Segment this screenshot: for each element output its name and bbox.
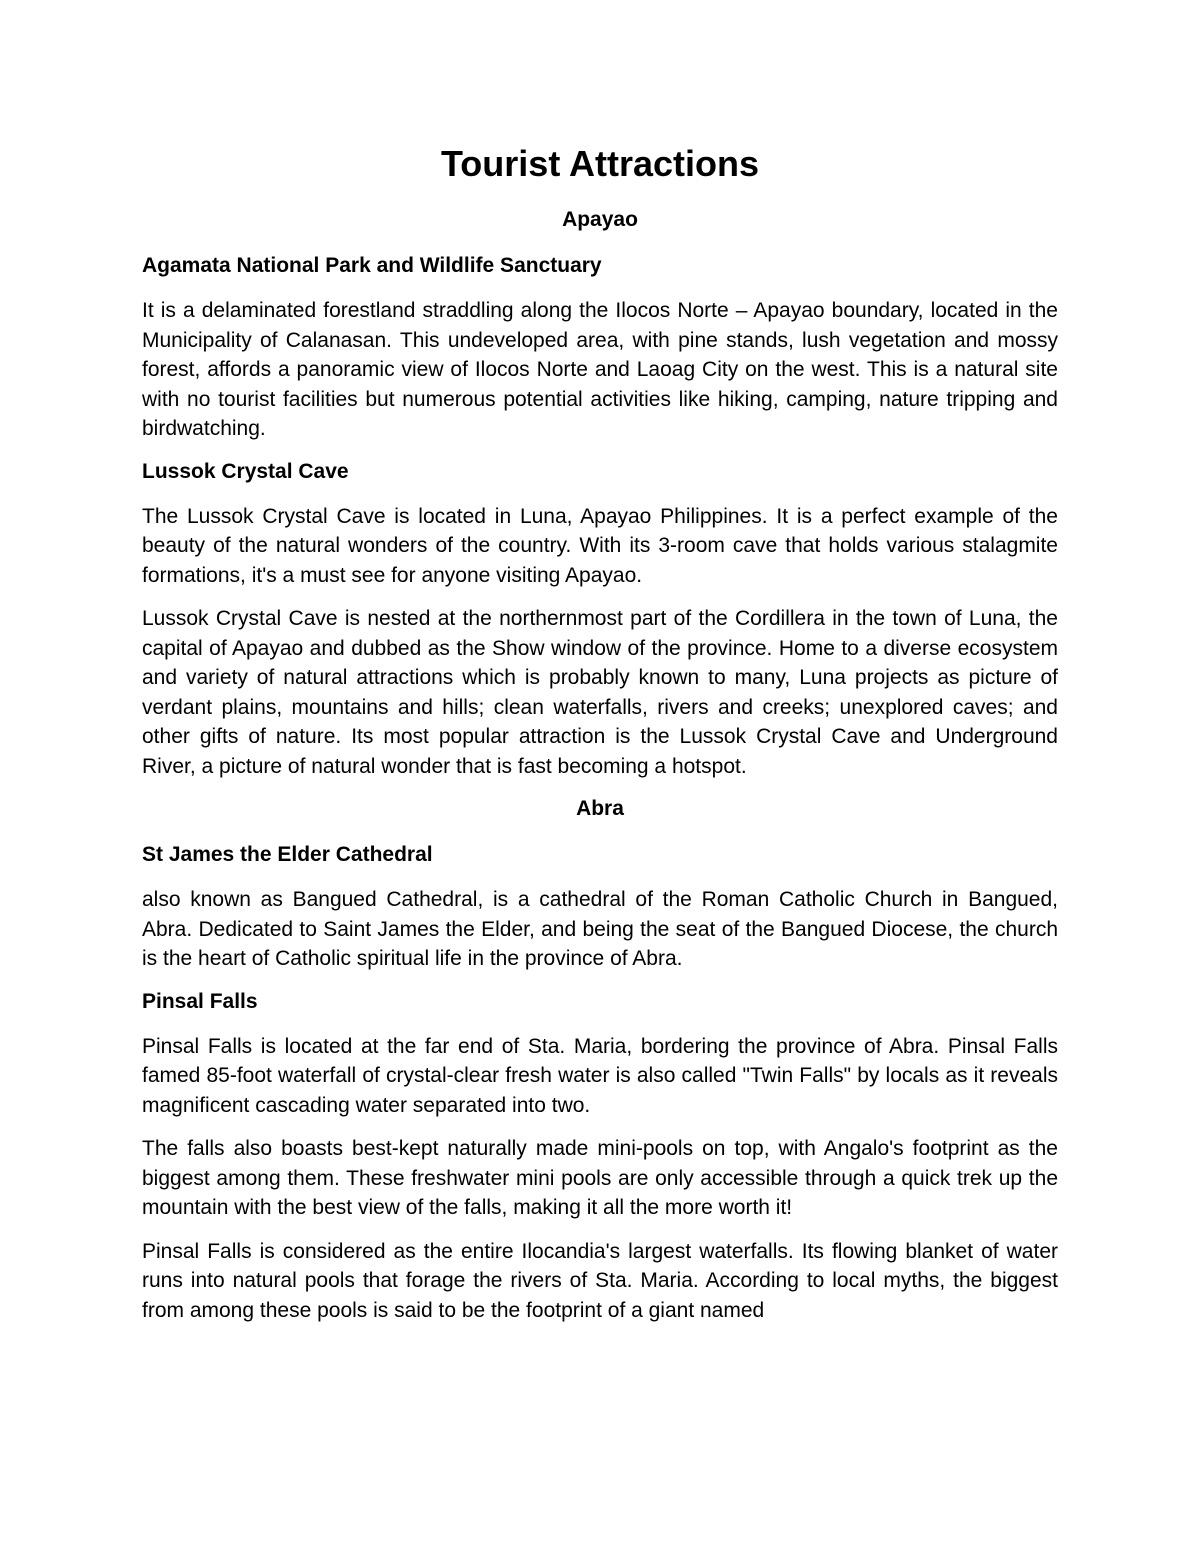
paragraph-lussok-2: Lussok Crystal Cave is nested at the northernmost part of the Cordillera in the town of Luna, the capital of Apayao and dubbed as the Show window of the province. Home to a diverse ecosystem and variety of natural attractions which is probably known to many, Luna projects as picture of verdant plains, mountains and hills; clean waterfalls, rivers and creeks; unexplored caves; and other gifts of nature. Its most popular attraction is the Lussok Crystal Cave and Underground River, a picture of natural wonder that is fast becoming a hotspot. [142, 607, 1058, 778]
province-heading-abra: Abra [576, 797, 624, 820]
attraction-title-agamata: Agamata National Park and Wildlife Sanctuary [142, 254, 602, 277]
paragraph-pinsal-1: Pinsal Falls is located at the far end of Sta. Maria, bordering the province of Abra. Pinsal Falls famed 85-foot waterfall of crystal-clear fresh water is also called "Twin Falls" by locals as it reveals magnificent cascading water separated into two. [142, 1034, 1058, 1117]
document-title: Tourist Attractions [440, 143, 759, 184]
attraction-title-pinsal: Pinsal Falls [142, 989, 258, 1013]
attraction-title-lussok: Lussok Crystal Cave [142, 459, 349, 483]
paragraph-agamata-1: It is a delaminated forestland straddling along the Ilocos Norte – Apayao boundary, located in the Municipality of Calanasan. This undeveloped area, with pine stands, lush vegetation and mossy forest, affords a panoramic view of Ilocos Norte and Laoag City on the west. This is a natural site with no tourist facilities but numerous potential activities like hiking, camping, nature tripping and birdwatching. [142, 299, 1058, 440]
paragraph-st-james-1: also known as Bangued Cathedral, is a cathedral of the Roman Catholic Church in Bangued, Abra. Dedicated to Saint James the Elder, and being the seat of the Bangued Diocese, the church is the heart of Catholic spiritual life in the province of Abra. [142, 888, 1058, 970]
document-page [142, 140, 1058, 1325]
paragraph-lussok-1: The Lussok Crystal Cave is located in Luna, Apayao Philippines. It is a perfect example of the beauty of the natural wonders of the country. With its 3-room cave that holds various stalagmite formations, it's a must see for anyone visiting Apayao. [142, 504, 1058, 587]
paragraph-pinsal-3: Pinsal Falls is considered as the entire Ilocandia's largest waterfalls. Its flowing blanket of water runs into natural pools that forage the rivers of Sta. Maria. According to local myths, the biggest from among these pools is said to be the footprint of a giant named [142, 1239, 1058, 1322]
attraction-title-st-james: St James the Elder Cathedral [142, 843, 433, 866]
province-heading-apayao: Apayao [562, 208, 638, 231]
paragraph-pinsal-2: The falls also boasts best-kept naturally made mini-pools on top, with Angalo's footprint as the biggest among them. These freshwater mini pools are only accessible through a quick trek up the mountain with the best view of the falls, making it all the more worth it! [142, 1137, 1058, 1219]
